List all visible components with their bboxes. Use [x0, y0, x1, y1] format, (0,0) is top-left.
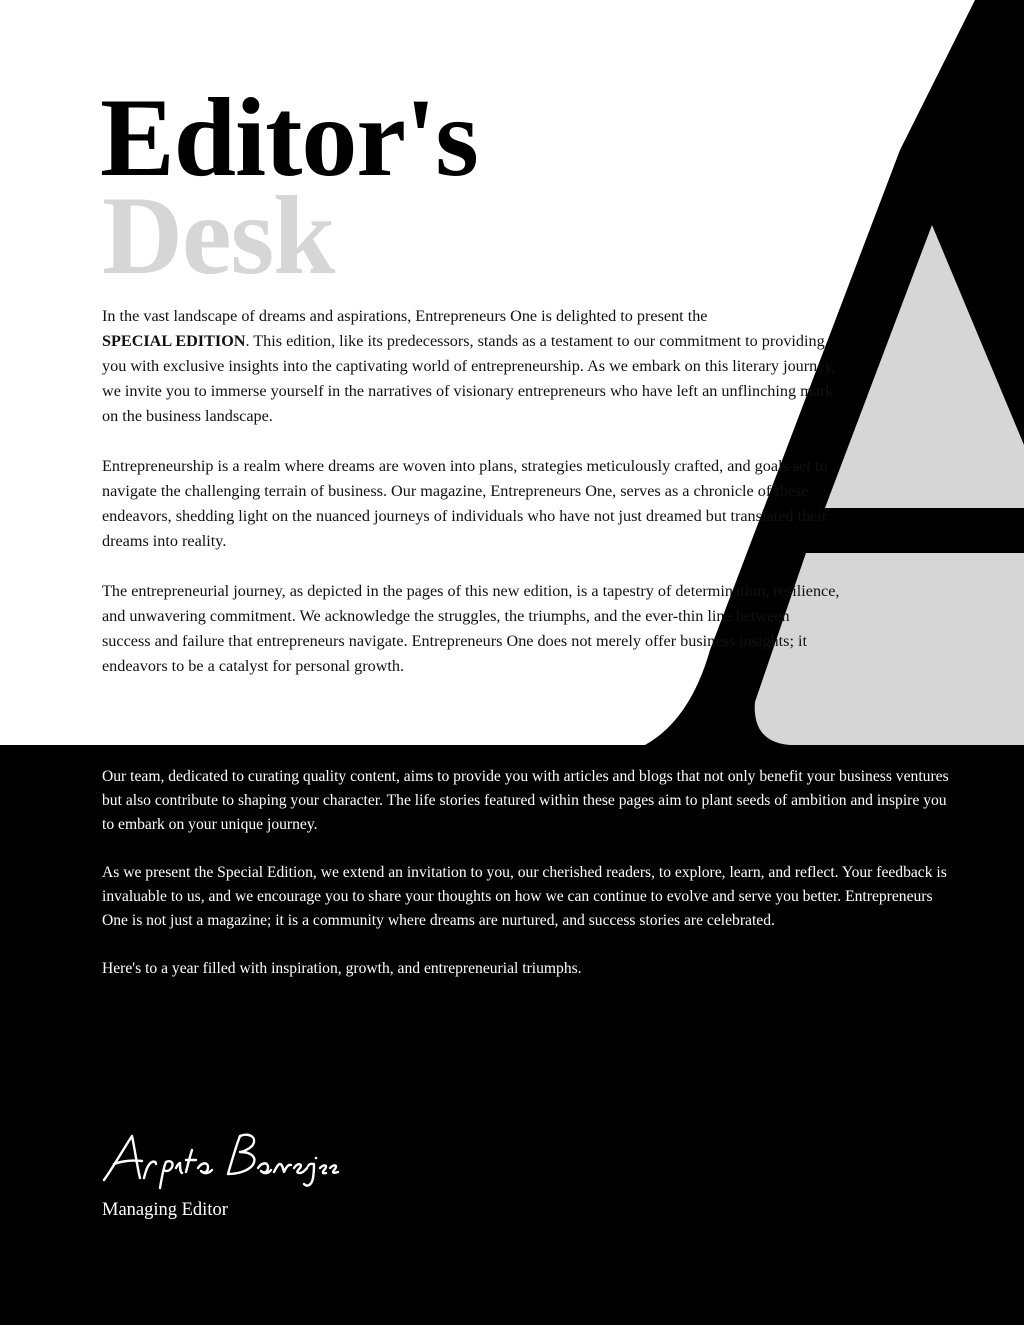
page-subtitle: Desk: [102, 174, 335, 298]
paragraph-2: Entrepreneurship is a realm where dreams are woven into plans, strategies meticulously crafted, and goals set to navigate the challenging terrain of business. Our magazine, Entrepreneurs One, serves as a chronicle of these endeavors, shedding light on the nuanced journeys of individuals who have not just dreamed but translated their dreams into reality.: [102, 457, 828, 550]
page-title: Editor's: [100, 76, 478, 200]
signature-role: Managing Editor: [102, 1200, 228, 1220]
special-edition-label: SPECIAL EDITION: [102, 332, 246, 350]
paragraph-6: Here's to a year filled with inspiration, growth, and entrepreneurial triumphs.: [102, 960, 582, 977]
paragraph-1: In the vast landscape of dreams and aspirations, Entrepreneurs One is delighted to present the SPECIAL EDITION. This edition, like its predecessors, stands as a testament to our commitment to providing you with exclusive insights into the captivating world of entrepreneurship. As we embark on this literary journey, we invite you to immerse yourself in the narratives of visionary entrepreneurs who have left an unflinching mark on the business landscape.: [102, 307, 836, 425]
paragraph-5: As we present the Special Edition, we extend an invitation to you, our cherished readers, to explore, learn, and reflect. Your feedback is invaluable to us, and we encourage you to share your thoughts on how we can continue to evolve and serve you better. Entrepreneurs One is not just a magazine; it is a community where dreams are nurtured, and success stories are celebrated.: [102, 864, 947, 929]
paragraph-4: Our team, dedicated to curating quality content, aims to provide you with articles and blogs that not only benefit your business ventures but also contribute to shaping your character. The life stories featured within these pages aim to plant seeds of ambition and inspire you to embark on your unique journey.: [102, 768, 949, 833]
paragraph-3: The entrepreneurial journey, as depicted in the pages of this new edition, is a tapestry of determination, resilience, and unwavering commitment. We acknowledge the struggles, the triumphs, and the ever-thin line between success and failure that entrepreneurs navigate. Entrepreneurs One does not merely offer business insights; it endeavors to be a catalyst for personal growth.: [102, 582, 840, 675]
intro-text: [102, 304, 842, 704]
signature-image: [100, 1128, 340, 1190]
closing-text: [102, 765, 952, 1005]
